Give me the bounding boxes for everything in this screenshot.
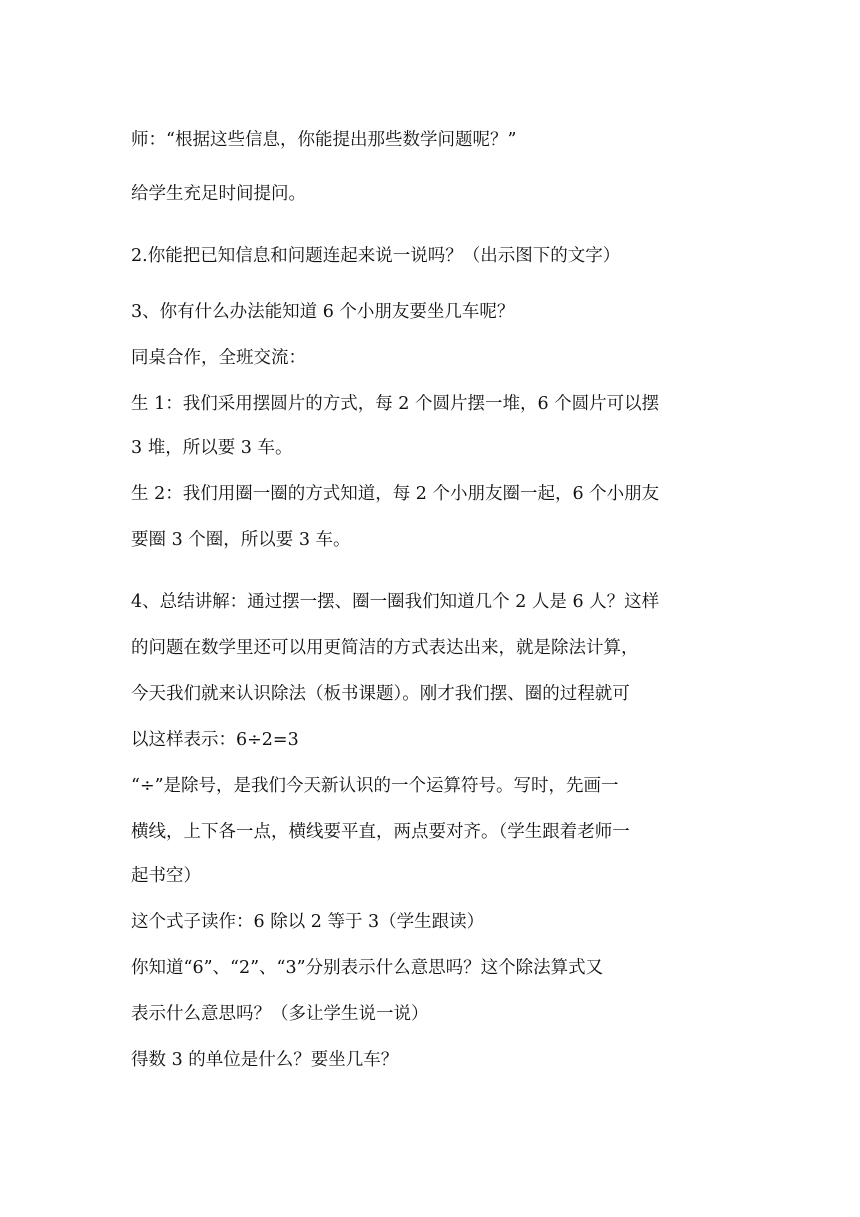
- text-line: 你知道“6”、“2”、“3”分别表示什么意思吗？这个除法算式又: [131, 958, 604, 978]
- text-line: 2.你能把已知信息和问题连起来说一说吗？（出示图下的文字）: [131, 246, 621, 266]
- text-line: 得数 3 的单位是什么？要坐几车？: [131, 1050, 399, 1070]
- text-line: 生 1：我们采用摆圆片的方式，每 2 个圆片摆一堆，6 个圆片可以摆: [131, 394, 660, 414]
- text-line: 的问题在数学里还可以用更简洁的方式表达出来，就是除法计算，: [131, 638, 639, 658]
- text-line: 3、你有什么办法能知道 6 个小朋友要坐几车呢？: [131, 302, 515, 322]
- text-line: 今天我们就来认识除法（板书课题）。刚才我们摆、圈的过程就可: [131, 684, 630, 704]
- text-line: 起书空）: [131, 866, 201, 886]
- text-line: 给学生充足时间提问。: [131, 184, 306, 204]
- text-line: 3 堆，所以要 3 车。: [131, 438, 293, 458]
- text-line: 横线，上下各一点，横线要平直，两点要对齐。（学生跟着老师一: [131, 822, 630, 842]
- text-line: 以这样表示：6÷2=3: [131, 730, 299, 750]
- text-line: 生 2：我们用圈一圈的方式知道，每 2 个小朋友圈一起，6 个小朋友: [131, 484, 660, 504]
- text-line: 同桌合作，全班交流：: [131, 348, 306, 368]
- text-line: 要圈 3 个圈，所以要 3 车。: [131, 530, 351, 550]
- text-line: 师：“根据这些信息，你能提出那些数学问题呢？”: [131, 130, 517, 150]
- text-line: 这个式子读作：6 除以 2 等于 3（学生跟读）: [131, 912, 485, 932]
- text-line: “÷”是除号，是我们今天新认识的一个运算符号。写时，先画一: [131, 776, 619, 796]
- text-line: 4、总结讲解：通过摆一摆、圈一圈我们知道几个 2 人是 6 人？这样: [131, 592, 660, 612]
- text-line: 表示什么意思吗？（多让学生说一说）: [131, 1004, 429, 1024]
